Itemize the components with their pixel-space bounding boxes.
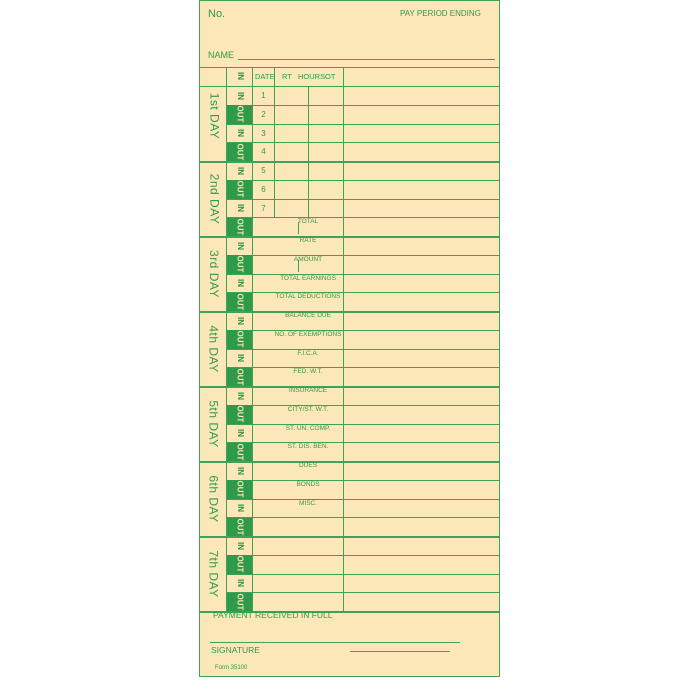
row-line bbox=[227, 105, 499, 106]
hours-header: HOURS bbox=[298, 72, 326, 81]
summary-label: INSURANCE bbox=[288, 387, 328, 394]
in-column-header: IN bbox=[235, 72, 245, 80]
date-number: 1 bbox=[261, 91, 266, 100]
name-label: NAME bbox=[208, 50, 235, 60]
in-cell: IN bbox=[235, 166, 245, 175]
form-number: Form 35100 bbox=[215, 665, 248, 671]
summary-label: TOTAL EARNINGS bbox=[280, 274, 336, 282]
summary-label: ST. UN. COMP. bbox=[285, 424, 331, 432]
in-cell: IN bbox=[235, 504, 245, 513]
name-line bbox=[238, 59, 495, 60]
amount-column-divider bbox=[343, 67, 344, 611]
summary-label: BALANCE DUE bbox=[285, 312, 331, 319]
in-cell: IN bbox=[235, 354, 245, 363]
header-top-line bbox=[200, 67, 499, 68]
day-label: 4th DAY bbox=[207, 324, 221, 373]
summary-label: RATE bbox=[299, 237, 317, 244]
out-cell: OUT bbox=[227, 368, 252, 386]
summary-label: F.I.C.A. bbox=[297, 349, 319, 357]
out-cell: OUT bbox=[227, 143, 252, 161]
day-label: 6th DAY bbox=[207, 474, 221, 523]
summary-label: AMOUNT bbox=[293, 255, 323, 263]
summary-label: BONDS bbox=[296, 480, 320, 488]
payment-received-label: PAYMENT RECEIVED IN FULL bbox=[213, 610, 333, 620]
out-cell: OUT bbox=[227, 443, 252, 461]
out-cell: OUT bbox=[227, 518, 252, 536]
row-line bbox=[227, 199, 499, 200]
signature-line bbox=[210, 642, 460, 643]
out-cell: OUT bbox=[227, 480, 252, 498]
day-label: 1st DAY bbox=[207, 92, 221, 140]
out-cell: OUT bbox=[227, 330, 252, 348]
in-cell: IN bbox=[235, 241, 245, 250]
in-cell: IN bbox=[235, 91, 245, 100]
row-line bbox=[227, 592, 499, 593]
out-cell: OUT bbox=[227, 293, 252, 311]
out-cell: OUT bbox=[227, 218, 252, 236]
in-cell: IN bbox=[235, 579, 245, 588]
in-cell: IN bbox=[235, 466, 245, 475]
in-cell: IN bbox=[235, 391, 245, 400]
in-cell: IN bbox=[235, 279, 245, 288]
day-label: 5th DAY bbox=[207, 399, 221, 448]
number-label: No. bbox=[208, 8, 226, 20]
row-line bbox=[227, 180, 499, 181]
time-card bbox=[199, 0, 500, 677]
date-column-divider bbox=[274, 67, 275, 217]
summary-label: MISC. bbox=[298, 499, 318, 507]
summary-label: TOTAL bbox=[297, 218, 319, 226]
out-cell: OUT bbox=[227, 105, 252, 123]
signature-line-extension bbox=[350, 651, 450, 652]
row-line bbox=[227, 517, 499, 518]
summary-label: FED. W.T. bbox=[293, 368, 323, 376]
summary-label: TOTAL DEDUCTIONS bbox=[275, 293, 341, 301]
out-cell: OUT bbox=[227, 405, 252, 423]
ot-header: OT bbox=[325, 72, 336, 81]
row-line bbox=[227, 555, 499, 556]
out-cell: OUT bbox=[227, 555, 252, 573]
in-cell: IN bbox=[235, 429, 245, 438]
date-number: 2 bbox=[261, 109, 266, 119]
summary-label: CITY/ST. W.T. bbox=[287, 405, 329, 413]
row-line bbox=[227, 142, 499, 143]
date-header: DATE bbox=[255, 72, 275, 81]
rt-header: RT bbox=[282, 72, 292, 81]
date-number: 4 bbox=[261, 147, 266, 157]
summary-label: ST. DIS. BEN. bbox=[287, 443, 329, 451]
date-number: 6 bbox=[261, 184, 266, 194]
summary-label: DUES bbox=[298, 462, 318, 469]
signature-label: SIGNATURE bbox=[211, 645, 260, 655]
date-number: 5 bbox=[261, 166, 266, 175]
in-cell: IN bbox=[235, 129, 245, 138]
day-label: 7th DAY bbox=[207, 549, 221, 598]
out-cell: OUT bbox=[227, 593, 252, 611]
date-number: 7 bbox=[261, 203, 266, 213]
day-label: 2nd DAY bbox=[207, 173, 222, 224]
pay-period-label: PAY PERIOD ENDING bbox=[400, 9, 481, 18]
summary-label: NO. OF EXEMPTIONS bbox=[274, 330, 342, 338]
in-cell: IN bbox=[235, 541, 245, 550]
in-cell: IN bbox=[235, 316, 245, 325]
day-label: 3rd DAY bbox=[207, 249, 221, 298]
out-cell: OUT bbox=[227, 180, 252, 198]
date-number: 3 bbox=[261, 128, 266, 138]
row-line bbox=[227, 574, 499, 575]
out-cell: OUT bbox=[227, 255, 252, 273]
in-cell: IN bbox=[235, 204, 245, 213]
hours-column-divider bbox=[308, 86, 309, 217]
row-line bbox=[227, 124, 499, 125]
